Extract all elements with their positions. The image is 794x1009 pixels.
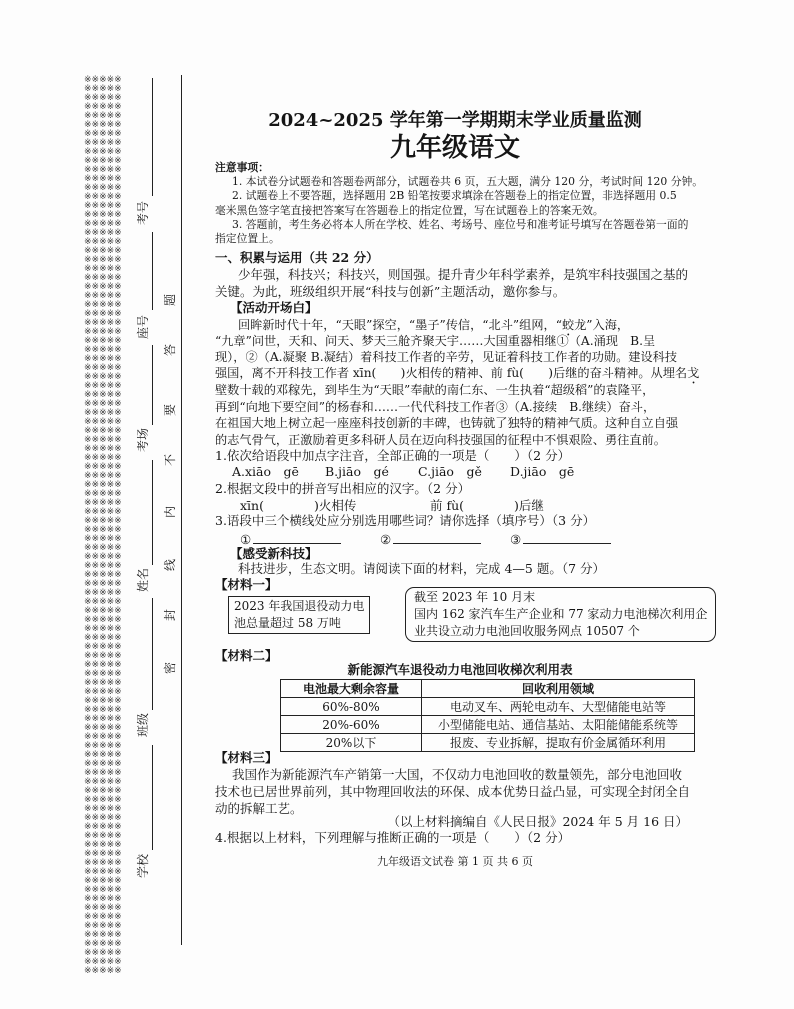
column-header: 回收利用领域 [422,680,695,698]
seal-char: 线 [163,559,177,572]
activity-text: 龙”入海， [574,318,630,332]
subject-title: 九年级语文 [389,133,520,163]
blank-number: ② [380,532,392,547]
box-line: 业共设立动力电池回收服务网点 10507 个 [414,624,640,638]
activity-text: 强国，离不开科技工作者 xīn( )火相传的精神、前 fù( )后继的奋斗精神。从埋名 [215,366,688,380]
table-cell: 60%-80% [281,698,422,716]
notice-heading: 注意事项： [215,161,269,174]
material-3-line: 技术也已居世界前列，其中物理回收法的环保、成本优势日益凸显，可实现全封闭全自 [215,784,691,799]
notice-line: 毫米黑色签字笔直接把答案写在答题卷上的指定位置，写在试题卷上的答案无效。 [215,204,604,217]
fill-line-school [152,745,153,850]
pinyin-blank-1: xīn( )火相传 [240,498,357,513]
option-d: D.jiāo gē [510,464,575,479]
label-class: 班级 [136,713,150,738]
notice-line: 1. 本试卷分试题卷和答题卷两部分，试题卷共 6 页，五大题，满分 120 分，考试时间 120 分钟。 [232,175,704,188]
material-1-box-b [405,587,716,642]
table-cell: 20%以下 [281,734,422,752]
box-line: 国内 162 家汽车生产企业和 77 家动力电池梯次利用企 [414,607,708,621]
tech-intro: 科技进步，生态文明。请阅读下面的材料，完成 4—5 题。（7 分） [238,561,606,576]
seal-char: 不 [163,454,177,467]
material-3-label: 【材料三】 [215,750,278,765]
table-row [281,734,695,752]
section-heading: 一、积累与运用（共 22 分） [215,250,379,265]
question-1-stem: 1.依次给语段中加点字注音，全部正确的一项是（ ）（2 分） [215,448,571,463]
blank-underline [393,531,481,544]
blank-number: ① [240,532,252,547]
blank-underline [523,531,611,544]
label-seat-no: 座号 [136,315,150,340]
activity-line: 的志气骨气，正激励着更多科研人员在迈向科技强国的征程中不惧艰险、勇往直前。 [215,433,666,447]
activity-line: 再到“向地下要空间”的杨春和……一代代科技工作者③（A.接续 B.继续）奋斗， [215,400,656,414]
seal-char: 题 [163,294,177,307]
activity-heading: 【活动开场白】 [230,300,318,315]
material-1-label: 【材料一】 [215,577,278,592]
material-3-line: 动的拆解工艺。 [215,801,303,816]
question-3-stem: 3.语段中三个横线处应分别选用哪些词？请你选择（填序号）（3 分） [215,513,596,528]
tech-heading: 【感受新科技】 [230,546,318,561]
table-row [281,716,695,734]
question-4-stem: 4.根据以上材料，下列理解与推断正确的一项是（ ）（2 分） [215,830,571,845]
answer-blank-3 [510,531,611,548]
page-footer: 九年级语文试卷 第 1 页 共 6 页 [377,855,533,868]
pinyin-blank-2: 前 fù( )后继 [430,498,544,513]
seal-line [181,75,182,945]
label-name: 姓名 [136,568,150,593]
table-cell: 小型储能电站、通信基站、太阳能储能系统等 [422,716,695,734]
material-2-label: 【材料二】 [215,648,278,663]
seal-char: 内 [163,506,177,519]
table-cell: 报废、专业拆解，提取有价金属循环利用 [422,734,695,752]
activity-line: 在祖国大地上树立起一座座科技创新的丰碑，也铸就了独特的精神气质。这种自立自强 [215,416,679,430]
option-a: A.xiāo gē [232,464,299,479]
box-line: 截至 2023 年 10 月末 [414,590,536,604]
fill-line-room [152,345,153,425]
notice-line: 3. 答题前，考生务必将本人所在学校、姓名、考场号、座位号和准考证号填写在答题卷第一面的 [232,218,689,231]
seal-char: 要 [163,404,177,417]
dotted-char: 蛟 [561,318,575,332]
seal-char: 密 [163,662,177,675]
question-2-stem: 2.根据文段中的拼音写出相应的汉字。（2 分） [215,481,471,496]
box-line: 池总量超过 58 万吨 [234,616,341,630]
material-3-line: 我国作为新能源汽车产销第一大国，不仅动力电池回收的数量领先，部分电池回收 [232,767,683,782]
table-cell: 20%-60% [281,716,422,734]
option-c: C.jiāo gě [418,464,482,479]
label-school: 学校 [136,854,150,879]
fill-line-name [152,460,153,565]
seal-char: 答 [163,344,177,357]
table-header-row [281,680,695,698]
activity-line: 现），②（A.凝聚 B.凝结）着科技工作者的辛劳，见证着科技工作者的功勋。建设科技 [215,350,678,364]
blank-number: ③ [510,532,522,547]
margin-pattern: ※※※※※ ※※※※※ ※※※※※ ※※※※※ ※※※※※ ※※※※※ ※※※※※ ※※※※※ ※※※※※ ※※※※※ ※※※※※ ※※※※※ ※※※※※ ※※※※※ ※※※※※ ※※※※※ ※※※※※ ※※※※※ ※※※※※ ※※※※※ ※※※※※ ※※※※※ ※※※※※ ※※※※※ ※※※※※ ※※※※※ ※※※※※ ※※※※※ ※※※※※ ※※※※※ ※※※※※ ※※※※※ ※※※※※ ※※※※※ ※※※※※ ※※※※※ ※※※※※ ※※※※※ ※※※※※ ※※※※※ ※※※※※ ※※※※※ ※※※※※ ※※※※※ ※※※※※ ※※※※※ ※※※※※ ※※※※※ ※※※※※ ※※※※※ ※※※※※ ※※※※※ ※※※※※ ※※※※※ ※※※※※ ※※※※※ ※※※※※ ※※※※※ ※※※※※ ※※※※※ ※※※※※ ※※※※※ ※※※※※ ※※※※※ ※※※※※ ※※※※※ ※※※※※ ※※※※※ ※※※※※ ※※※※※ ※※※※※ ※※※※※ ※※※※※ ※※※※※ ※※※※※ ※※※※※ ※※※※※ ※※※※※ ※※※※※ ※※※※※ ※※※※※ ※※※※※ ※※※※※ ※※※※※ ※※※※※ ※※※※※ ※※※※※ ※※※※※ ※※※※※ ※※※※※ ※※※※※ ※※※※※ ※※※※※ ※※※※※ ※※※※※ ※※※※※ ※※※※※ ※※※※※ ※※※※※ ※※※※※ [84,75,122,976]
activity-text: 回眸新时代十年，“天眼”探空，“墨子”传信，“北斗”组网，“ [238,318,562,332]
column-header: 电池最大剩余容量 [281,680,422,698]
intro-line: 关键。为此，班级组织开展“科技与创新”主题活动，邀你参与。 [215,284,566,299]
dotted-char: 戈 [687,366,700,380]
answer-blank-2 [380,531,481,548]
box-line: 2023 年我国退役动力电 [234,599,365,613]
fill-line-class [152,598,153,710]
label-room: 考场 [136,428,150,453]
blank-underline [253,531,341,544]
material-source: （以上材料摘编自《人民日报》2024 年 5 月 16 日） [387,814,688,829]
table-title: 新能源汽车退役动力电池回收梯次利用表 [347,662,573,677]
material-1-box-a [228,596,370,634]
recycling-table [280,679,695,752]
table-cell: 电动叉车、两轮电动车、大型储能电站等 [422,698,695,716]
exam-title: 2024~2025 学年第一学期期末学业质量监测 [268,110,642,131]
activity-line: 壁数十载的邓稼先，到毕生为“天眼”奉献的南仁东、一生执着“超级稻”的袁隆平， [215,383,655,397]
notice-line: 2. 试题卷上不要答题，选择题用 2B 铅笔按要求填涂在答题卷上的指定位置，非选择题用 0.5 [232,189,677,202]
notice-line: 指定位置上。 [215,232,280,245]
intro-line: 少年强，科技兴；科技兴，则国强。提升青少年科学素养，是筑牢科技强国之基的 [238,267,689,282]
option-b: B.jiāo gé [325,464,389,479]
table-row [281,698,695,716]
seal-char: 封 [163,609,177,622]
fill-line-seat-no [152,232,153,310]
fill-line-exam-no [152,78,153,196]
activity-line: “九章”问世，天和、问天、梦天三舱齐聚天宇……大国重器相继①（A.涌现 B.呈 [215,334,656,348]
label-exam-no: 考号 [136,201,150,226]
